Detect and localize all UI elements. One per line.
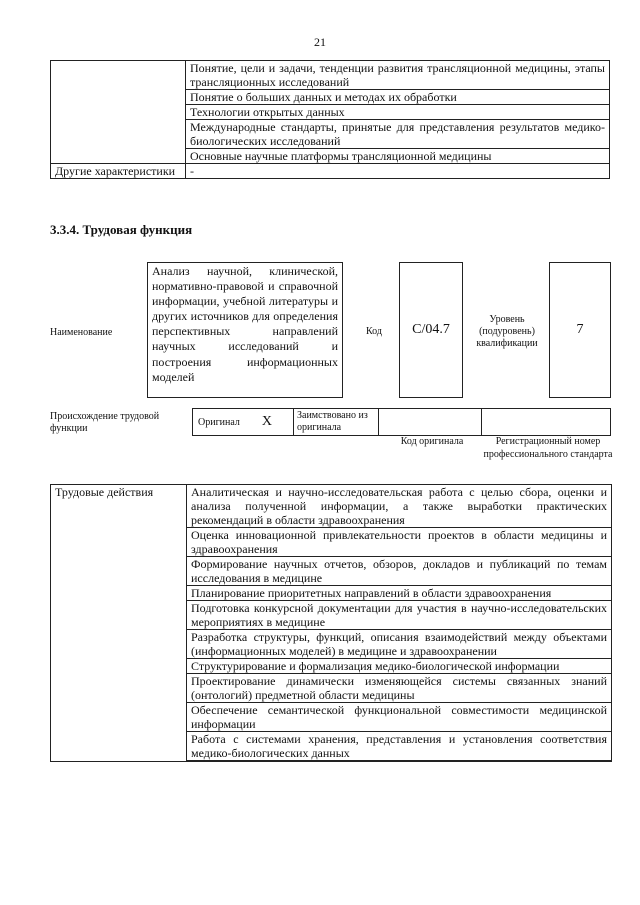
original-label: Оригинал [198,416,240,428]
level-value: 7 [576,322,584,337]
original-code-cell [378,408,482,436]
labor-action-item: Проектирование динамически изменяющейся системы связанных знаний (онтологий) предметной области медицины [187,674,612,703]
knowledge-table [50,60,610,179]
knowledge-item: Технологии открытых данных [186,105,610,120]
original-code-caption: Код оригинала [400,436,464,447]
original-cell [192,408,294,436]
other-characteristics-value: - [186,164,610,179]
knowledge-label-cell [51,61,186,164]
labor-action-item: Разработка структуры, функций, описания взаимодействий между объектами (информационных моделей) в медицине и здравоохранении [187,630,612,659]
knowledge-item: Понятие о больших данных и методах их обработки [186,90,610,105]
function-name-box: Анализ научной, клинической, нормативно-правовой и справочной информации, учебной литературы и других источников для определения перспективных направлений научных исследований и построения информационных моделей [147,262,343,398]
code-value: С/04.7 [412,322,450,337]
origin-row [193,408,611,436]
borrowed-cell: Заимствовано из оригинала [293,408,379,436]
labor-actions-table [50,484,612,762]
table-row [51,164,610,179]
labor-action-item: Структурирование и формализация медико-биологической информации [187,659,612,674]
reg-number-cell [481,408,611,436]
labor-action-item: Аналитическая и научно-исследовательская работа с целью сбора, оценки и анализа полученной информации, а также выработки практических рекомендаций в области здравоохранения [187,485,612,528]
section-title: 3.3.4. Трудовая функция [50,222,193,237]
table-row [51,485,612,528]
labor-action-item: Обеспечение семантической функциональной совместимости медицинской информации [187,703,612,732]
other-characteristics-label: Другие характеристики [51,164,186,179]
labor-action-item: Работа с системами хранения, представления и установления соответствия медико-биологических данных [187,732,612,762]
name-label: Наименование [50,327,113,338]
reg-number-caption: Регистрационный номер профессионального стандарта [483,436,613,460]
knowledge-item: Международные стандарты, принятые для представления результатов медико-биологических исследований [186,120,610,149]
labor-action-item: Подготовка конкурсной документации для участия в научно-исследовательских мероприятиях в медицине [187,601,612,630]
level-box [549,262,611,398]
level-label: Уровень (подуровень) квалификации [476,314,538,349]
code-box [399,262,463,398]
origin-label: Происхождение трудовой функции [50,411,160,434]
original-mark: X [261,414,273,429]
labor-action-item: Формирование научных отчетов, обзоров, докладов и публикаций по темам исследования в медицине [187,557,612,586]
code-label: Код [366,326,382,337]
table-row [51,61,610,90]
knowledge-item: Понятие, цели и задачи, тенденции развития трансляционной медицины, этапы трансляционных исследований [186,61,610,90]
knowledge-item: Основные научные платформы трансляционной медицины [186,149,610,164]
labor-action-item: Планирование приоритетных направлений в области здравоохранения [187,586,612,601]
labor-actions-label: Трудовые действия [51,485,187,762]
page-number: 21 [314,35,326,49]
labor-action-item: Оценка инновационной привлекательности проектов в области медицины и здравоохранения [187,528,612,557]
